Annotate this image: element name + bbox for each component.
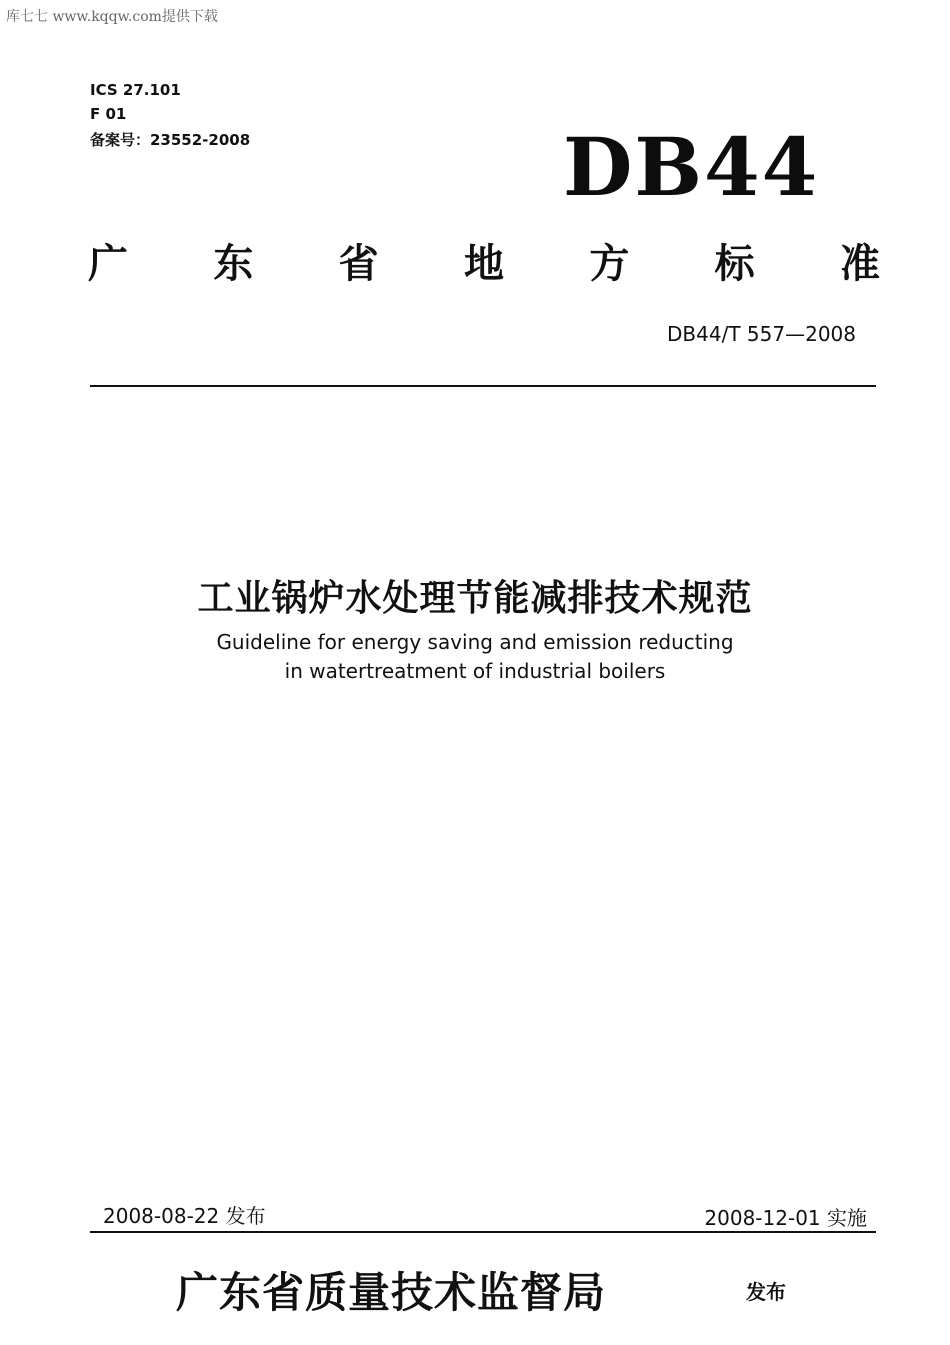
standard-type-heading (88, 232, 880, 288)
watermark-text: 库七七 www.kqqw.com提供下载 (6, 9, 218, 25)
standard-type-char: 东 (213, 239, 254, 287)
issuing-authority: 广东省质量技术监督局 (176, 1268, 607, 1317)
db44-logo: DB44 (563, 120, 820, 214)
standard-type-char: 地 (463, 239, 504, 287)
top-divider (90, 385, 876, 387)
standard-type-char: 准 (839, 239, 880, 287)
issue-label: 发布 (746, 1280, 786, 1304)
standard-type-char: 标 (714, 239, 755, 287)
document-title-en-line1: Guideline for energy saving and emission reducting (216, 630, 734, 654)
standard-type-char: 广 (88, 239, 128, 287)
standard-number: DB44/T 557—2008 (667, 322, 856, 346)
document-title-zh: 工业锅炉水处理节能减排技术规范 (197, 578, 753, 619)
ics-code: ICS 27.101 (90, 81, 181, 99)
standard-type-char: 方 (589, 239, 630, 287)
implement-date: 2008-12-01 实施 (704, 1206, 867, 1230)
publish-date: 2008-08-22 发布 (103, 1204, 266, 1228)
bottom-divider (90, 1231, 876, 1233)
document-title-en-line2: in watertreatment of industrial boilers (284, 659, 666, 683)
standard-type-char: 省 (338, 239, 379, 287)
classification-code: F 01 (90, 105, 127, 123)
filing-number: 备案号：23552-2008 (90, 131, 251, 149)
